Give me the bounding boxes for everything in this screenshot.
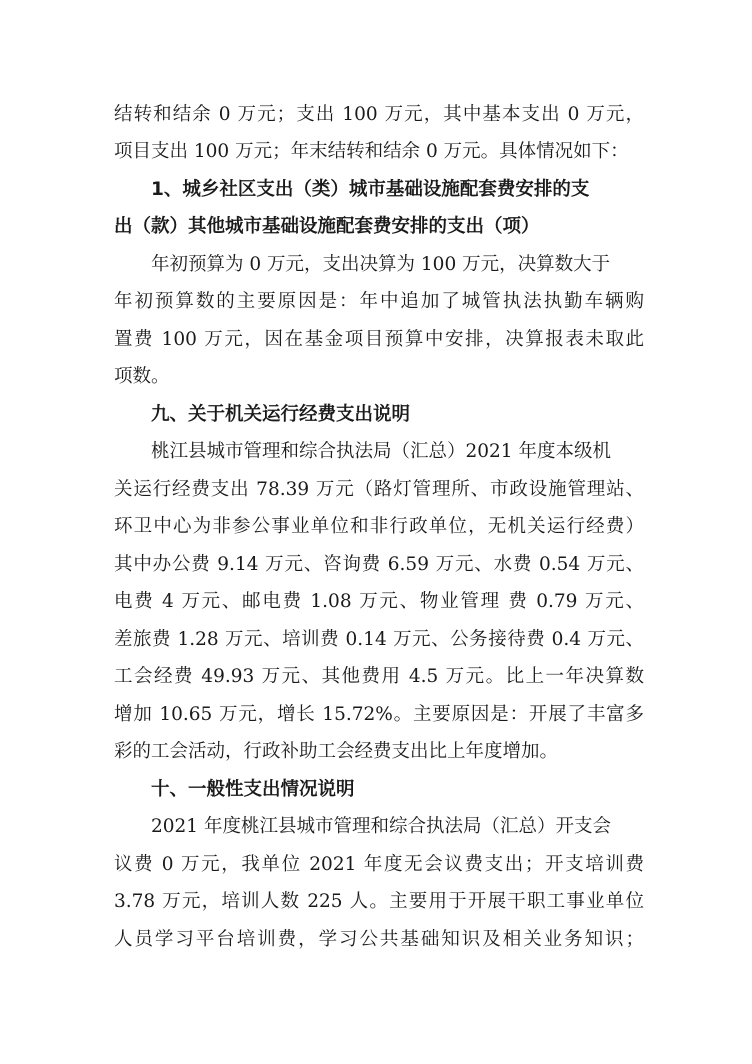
paragraph-line: 其中办公费 9.14 万元、咨询费 6.59 万元、水费 0.54 万元、	[114, 554, 644, 575]
paragraph-line: 项数。	[114, 366, 170, 387]
section-heading-line: 1、城乡社区支出（类）城市基础设施配套费安排的支	[151, 179, 590, 200]
section-heading: 十、一般性支出情况说明	[151, 779, 355, 800]
section-heading: 九、关于机关运行经费支出说明	[151, 404, 411, 425]
paragraph-line: 工会经费 49.93 万元、其他费用 4.5 万元。比上一年决算数	[114, 666, 644, 687]
paragraph-line: 彩的工会活动，行政补助工会经费支出比上年度增加。	[114, 741, 559, 762]
paragraph-line: 差旅费 1.28 万元、培训费 0.14 万元、公务接待费 0.4 万元、	[114, 629, 644, 650]
paragraph-line: 结转和结余 0 万元；支出 100 万元，其中基本支出 0 万元，	[114, 104, 644, 125]
paragraph-line: 增加 10.65 万元，增长 15.72%。主要原因是：开展了丰富多	[114, 704, 644, 725]
section-heading-line: 出（款）其他城市基础设施配套费安排的支出（项）	[114, 216, 540, 237]
paragraph-line: 置费 100 万元，因在基金项目预算中安排，决算报表未取此	[114, 329, 644, 350]
paragraph-line: 议费 0 万元，我单位 2021 年度无会议费支出；开支培训费	[114, 854, 644, 875]
paragraph-line: 桃江县城市管理和综合执法局（汇总）2021 年度本级机	[151, 441, 611, 462]
paragraph-line: 3.78 万元，培训人数 225 人。主要用于开展干职工事业单位	[114, 891, 644, 912]
paragraph-line: 年初预算数的主要原因是：年中追加了城管执法执勤车辆购	[114, 291, 644, 312]
paragraph-line: 环卫中心为非参公事业单位和非行政单位，无机关运行经费）	[114, 516, 644, 537]
paragraph-line: 2021 年度桃江县城市管理和综合执法局（汇总）开支会	[151, 816, 611, 837]
paragraph-line: 电费 4 万元、邮电费 1.08 万元、物业管理 费 0.79 万元、	[114, 591, 644, 612]
paragraph-line: 关运行经费支出 78.39 万元（路灯管理所、市政设施管理站、	[114, 479, 644, 500]
paragraph-line: 项目支出 100 万元；年末结转和结余 0 万元。具体情况如下：	[114, 141, 629, 162]
paragraph-line: 年初预算为 0 万元，支出决算为 100 万元，决算数大于	[151, 254, 611, 275]
paragraph-line: 人员学习平台培训费，学习公共基础知识及相关业务知识；	[114, 929, 644, 950]
